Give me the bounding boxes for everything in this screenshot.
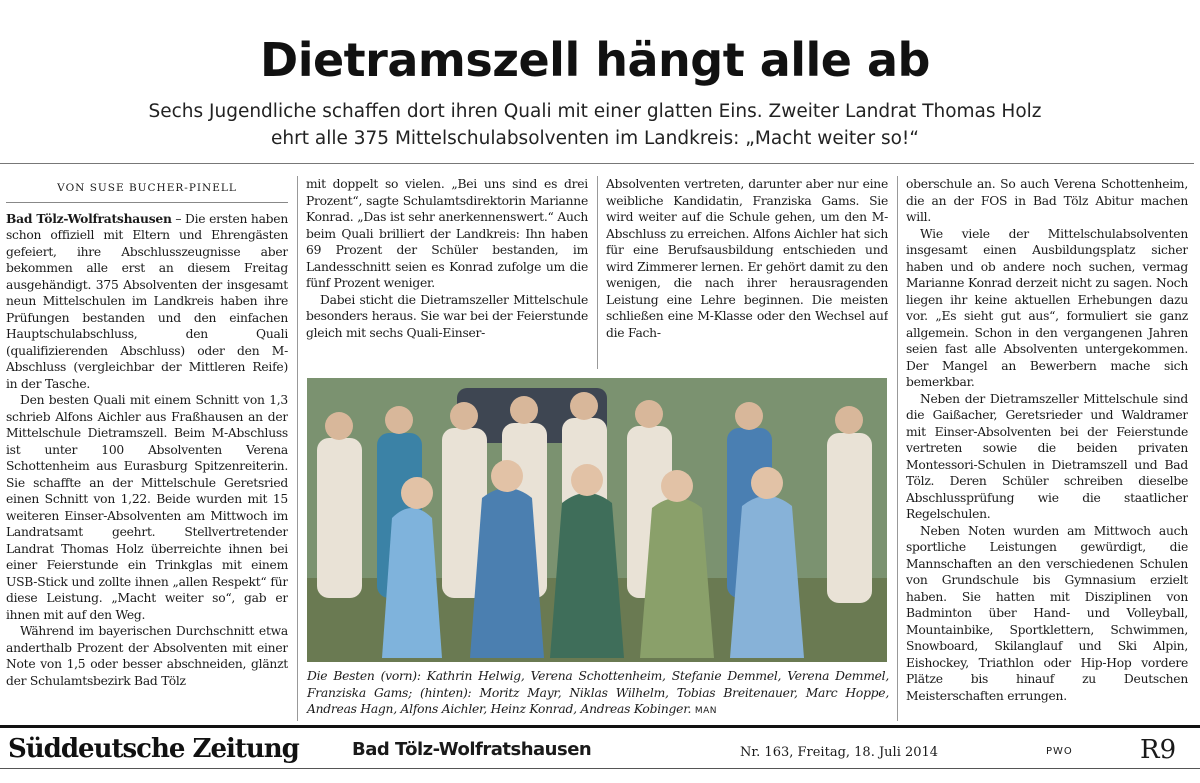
photo-caption xyxy=(307,668,889,720)
paragraph-text: – Die ersten haben schon offiziell mit Eltern und Ehrengästen gefeiert, ihre Abschlusszeugnisse aber bekommen alle erst an diesem Freitag ausgehändigt. 375 Absolventen der insgesamt neun Mittelschulen im Landkreis haben ihre Prüfungen bestanden und den einfachen Hauptschulabschluss, den Quali (qualifizierenden Abschluss) oder den M-Abschluss (vergleichbar der Mittleren Reife) in der Tasche. xyxy=(6,211,288,391)
paragraph: Dabei sticht die Dietramszeller Mittelschule besonders heraus. Sie war bei der Feierstunde gleich mit sechs Quali-Einser- xyxy=(306,292,588,340)
issue-info: Nr. 163, Freitag, 18. Juli 2014 xyxy=(740,745,939,760)
paragraph: oberschule an. So auch Verena Schottenheim, die an der FOS in Bad Tölz Abitur machen will. xyxy=(906,177,1188,224)
paragraph: mit doppelt so vielen. „Bei uns sind es drei Prozent“, sagte Schulamtsdirektorin Marianne Konrad. „Das ist sehr anerkennenswert.“ Auch beim Quali brilliert der Landkreis: Ihn haben 69 Prozent der Schüler bestanden, im Landesschnitt seien es Konrad zufolge um die fünf Prozent weniger. xyxy=(306,177,588,290)
page-number: R9 xyxy=(1140,735,1177,765)
subheadline xyxy=(100,98,1090,152)
subhead-line-1: Sechs Jugendliche schaffen dort ihren Quali mit einer glatten Eins. Zweiter Landrat Thomas Holz xyxy=(148,101,1042,122)
article-column-3 xyxy=(606,176,888,376)
paragraph: Den besten Quali mit einem Schnitt von 1,3 schrieb Alfons Aichler aus Fraßhausen an der Mittelschule Dietramszell. Beim M-Abschluss ist unter 100 Absolventen Verena Schottenheim aus Eurasburg Spitzenreiterin. Sie schaffte an der Mittelschule Geretsried einen Schnitt von 1,22. Beide wurden mit 15 weiteren Einser-Absolventen am Mittwoch im Landratsamt geehrt. Stellvertretender Landrat Thomas Holz überreichte ihnen bei einer Feierstunde ein Trinkglas mit einem USB-Stick und zollte ihnen „allen Respekt“ für diese Leistung. „Macht weiter so“, gab er ihnen mit auf den Weg. xyxy=(6,393,288,622)
subhead-line-2: ehrt alle 375 Mittelschulabsolventen im Landkreis: „Macht weiter so!“ xyxy=(271,128,919,149)
column-divider xyxy=(297,176,298,721)
column-divider xyxy=(897,176,898,721)
footer-rule-bottom xyxy=(0,768,1200,769)
edition-code: PWO xyxy=(1046,746,1073,757)
group-photo-illustration xyxy=(307,378,887,662)
article-column-2 xyxy=(306,176,588,376)
headline: Dietramszell hängt alle ab xyxy=(260,33,930,87)
caption-text: Die Besten (vorn): Kathrin Helwig, Verena Schottenheim, Stefanie Demmel, Verena Demmel, Franziska Gams; (hinten): Moritz Mayr, Niklas Wilhelm, Tobias Breitenauer, Marc Hoppe, Andreas Hagn, Alfons Aichler, Heinz Konrad, Andreas Kobinger. xyxy=(307,669,889,716)
paragraph: Während im bayerischen Durchschnitt etwa anderthalb Prozent der Absolventen mit einer Note von 1,5 oder besser abschneiden, glänzt der Schulamtsbezirk Bad Tölz xyxy=(6,624,288,688)
paragraph xyxy=(6,211,288,393)
masthead: Süddeutsche Zeitung xyxy=(8,734,299,764)
paragraph: Wie viele der Mittelschulabsolventen insgesamt einen Ausbildungsplatz sicher haben und ob andere noch suchen, vermag Marianne Konrad derzeit nicht zu sagen. Noch liegen ihr keine aktuellen Erhebungen dazu vor. „Es sieht gut aus“, formuliert sie ganz allgemein. Schon in den vergangenen Jahren seien fast alle Absolventen untergekommen. Der Mangel an Bewerbern mache sich bemerkbar. xyxy=(906,226,1188,389)
dateline: Bad Tölz-Wolfratshausen xyxy=(6,210,172,226)
column-divider xyxy=(597,176,598,369)
paragraph: Absolventen vertreten, darunter aber nur eine weibliche Kandidatin, Franziska Gams. Sie wird weiter auf die Schule gehen, um den M-Abschluss zu erreichen. Alfons Aichler hat sich für eine Berufsausbildung entschieden und wird Zimmerer lernen. Er gehört damit zu den wenigen, die nach ihrer herausragenden Leistung eine Lehre beginnen. Die meisten schließen eine M-Klasse oder den Wechsel auf die Fach- xyxy=(606,177,888,340)
paragraph: Neben der Dietramszeller Mittelschule sind die Gaißacher, Geretsrieder und Waldramer mit Einser-Absolventen bei der Feierstunde vertreten sowie die beiden privaten Montessori-Schulen in Dietramszell und Bad Tölz. Deren Schüler schreiben dieselbe Abschlussprüfung wie die staatlicher Regelschulen. xyxy=(906,391,1188,521)
group-photo xyxy=(307,378,887,662)
article-column-1 xyxy=(6,176,288,721)
paragraph: Neben Noten wurden am Mittwoch auch sportliche Leistungen gewürdigt, die Mannschaften an den verschiedenen Schulen von Grundschule bis Gymnasium erzielt haben. Sie hatten mit Disziplinen von Badminton über Hand- und Volleyball, Mountainbike, Sportklettern, Schwimmen, Snowboard, Skilanglauf und Ski Alpin, Eishockey, Triathlon oder Hip-Hop vordere Plätze bis hinauf zu Deutschen Meisterschaften errungen. xyxy=(906,523,1188,703)
photo-credit: MAN xyxy=(694,706,717,716)
header-divider xyxy=(0,163,1194,164)
footer-rule-top xyxy=(0,725,1200,728)
edition-name: Bad Tölz-Wolfratshausen xyxy=(352,739,592,760)
article-column-4 xyxy=(906,176,1188,721)
byline: VON SUSE BUCHER-PINELL xyxy=(6,180,288,203)
